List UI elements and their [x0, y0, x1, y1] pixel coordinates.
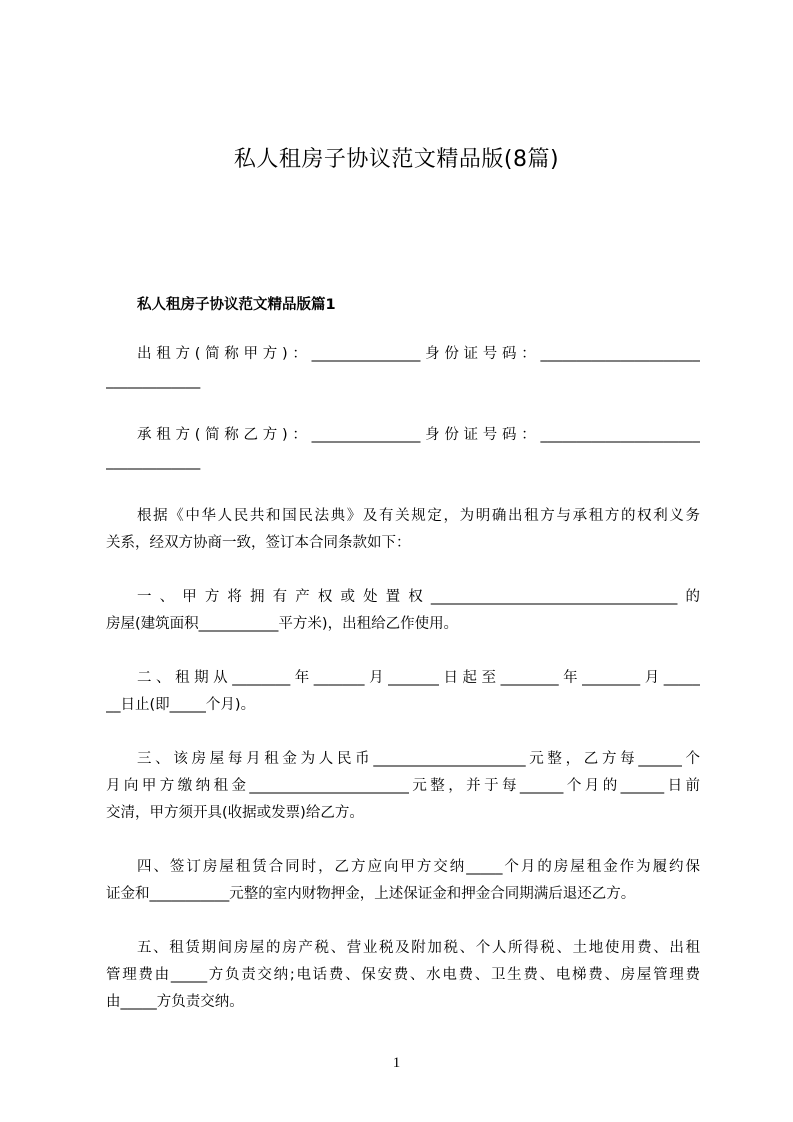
- paragraph: [106, 503, 700, 557]
- text-line: 出租方(简称甲方)：_______________身份证号码：______________________: [137, 346, 700, 362]
- page-number: 1: [392, 1055, 401, 1071]
- paragraph: [106, 584, 700, 638]
- document-title: 私人租房子协议范文精品版(8篇): [233, 147, 560, 172]
- text-line: _____________: [106, 373, 201, 389]
- text-line: 四、签订房屋租赁合同时，乙方应向甲方交纳_____个月的房屋租金作为履约保: [137, 859, 700, 875]
- paragraph: [106, 854, 700, 908]
- text-line: 五、租赁期间房屋的房产税、营业税及附加税、个人所得税、土地使用费、出租: [137, 940, 700, 956]
- text-line: 月向甲方缴纳租金______________________元整，并于每______个月的______日前: [106, 778, 700, 794]
- text-line: 交清，甲方须开具(收据或发票)给乙方。: [106, 805, 364, 821]
- section-heading: 私人租房子协议范文精品版篇1: [137, 297, 336, 313]
- paragraph: [106, 422, 700, 476]
- paragraph: [106, 935, 700, 1016]
- text-line: __日止(即_____个月)。: [106, 697, 256, 713]
- text-line: _____________: [106, 454, 201, 470]
- text-line: 管理费由_____方负责交纳;电话费、保安费、水电费、卫生费、电梯费、房屋管理费: [106, 967, 700, 983]
- text-line: 关系，经双方协商一致，签订本合同条款如下：: [106, 535, 411, 551]
- text-line: 房屋(建筑面积___________平方米)，出租给乙作使用。: [106, 616, 459, 632]
- text-line: 二、租期从________年_______月_______日起至________年________月_____: [137, 670, 700, 686]
- text-line: 由_____方负责交纳。: [106, 994, 244, 1010]
- text-line: 承租方(简称乙方)：_______________身份证号码：______________________: [137, 427, 700, 443]
- paragraph: [106, 341, 700, 395]
- paragraph: [106, 665, 700, 719]
- text-line: 证金和___________元整的室内财物押金，上述保证金和押金合同期满后退还乙方。: [106, 886, 636, 902]
- paragraph: [106, 746, 700, 827]
- text-line: 一、甲方将拥有产权或处置权__________________________________的: [137, 589, 700, 605]
- text-line: 根据《中华人民共和国民法典》及有关规定，为明确出租方与承租方的权利义务: [137, 508, 700, 524]
- text-line: 三、该房屋每月租金为人民币_____________________元整，乙方每______个: [137, 751, 700, 767]
- document-body: [106, 341, 700, 1043]
